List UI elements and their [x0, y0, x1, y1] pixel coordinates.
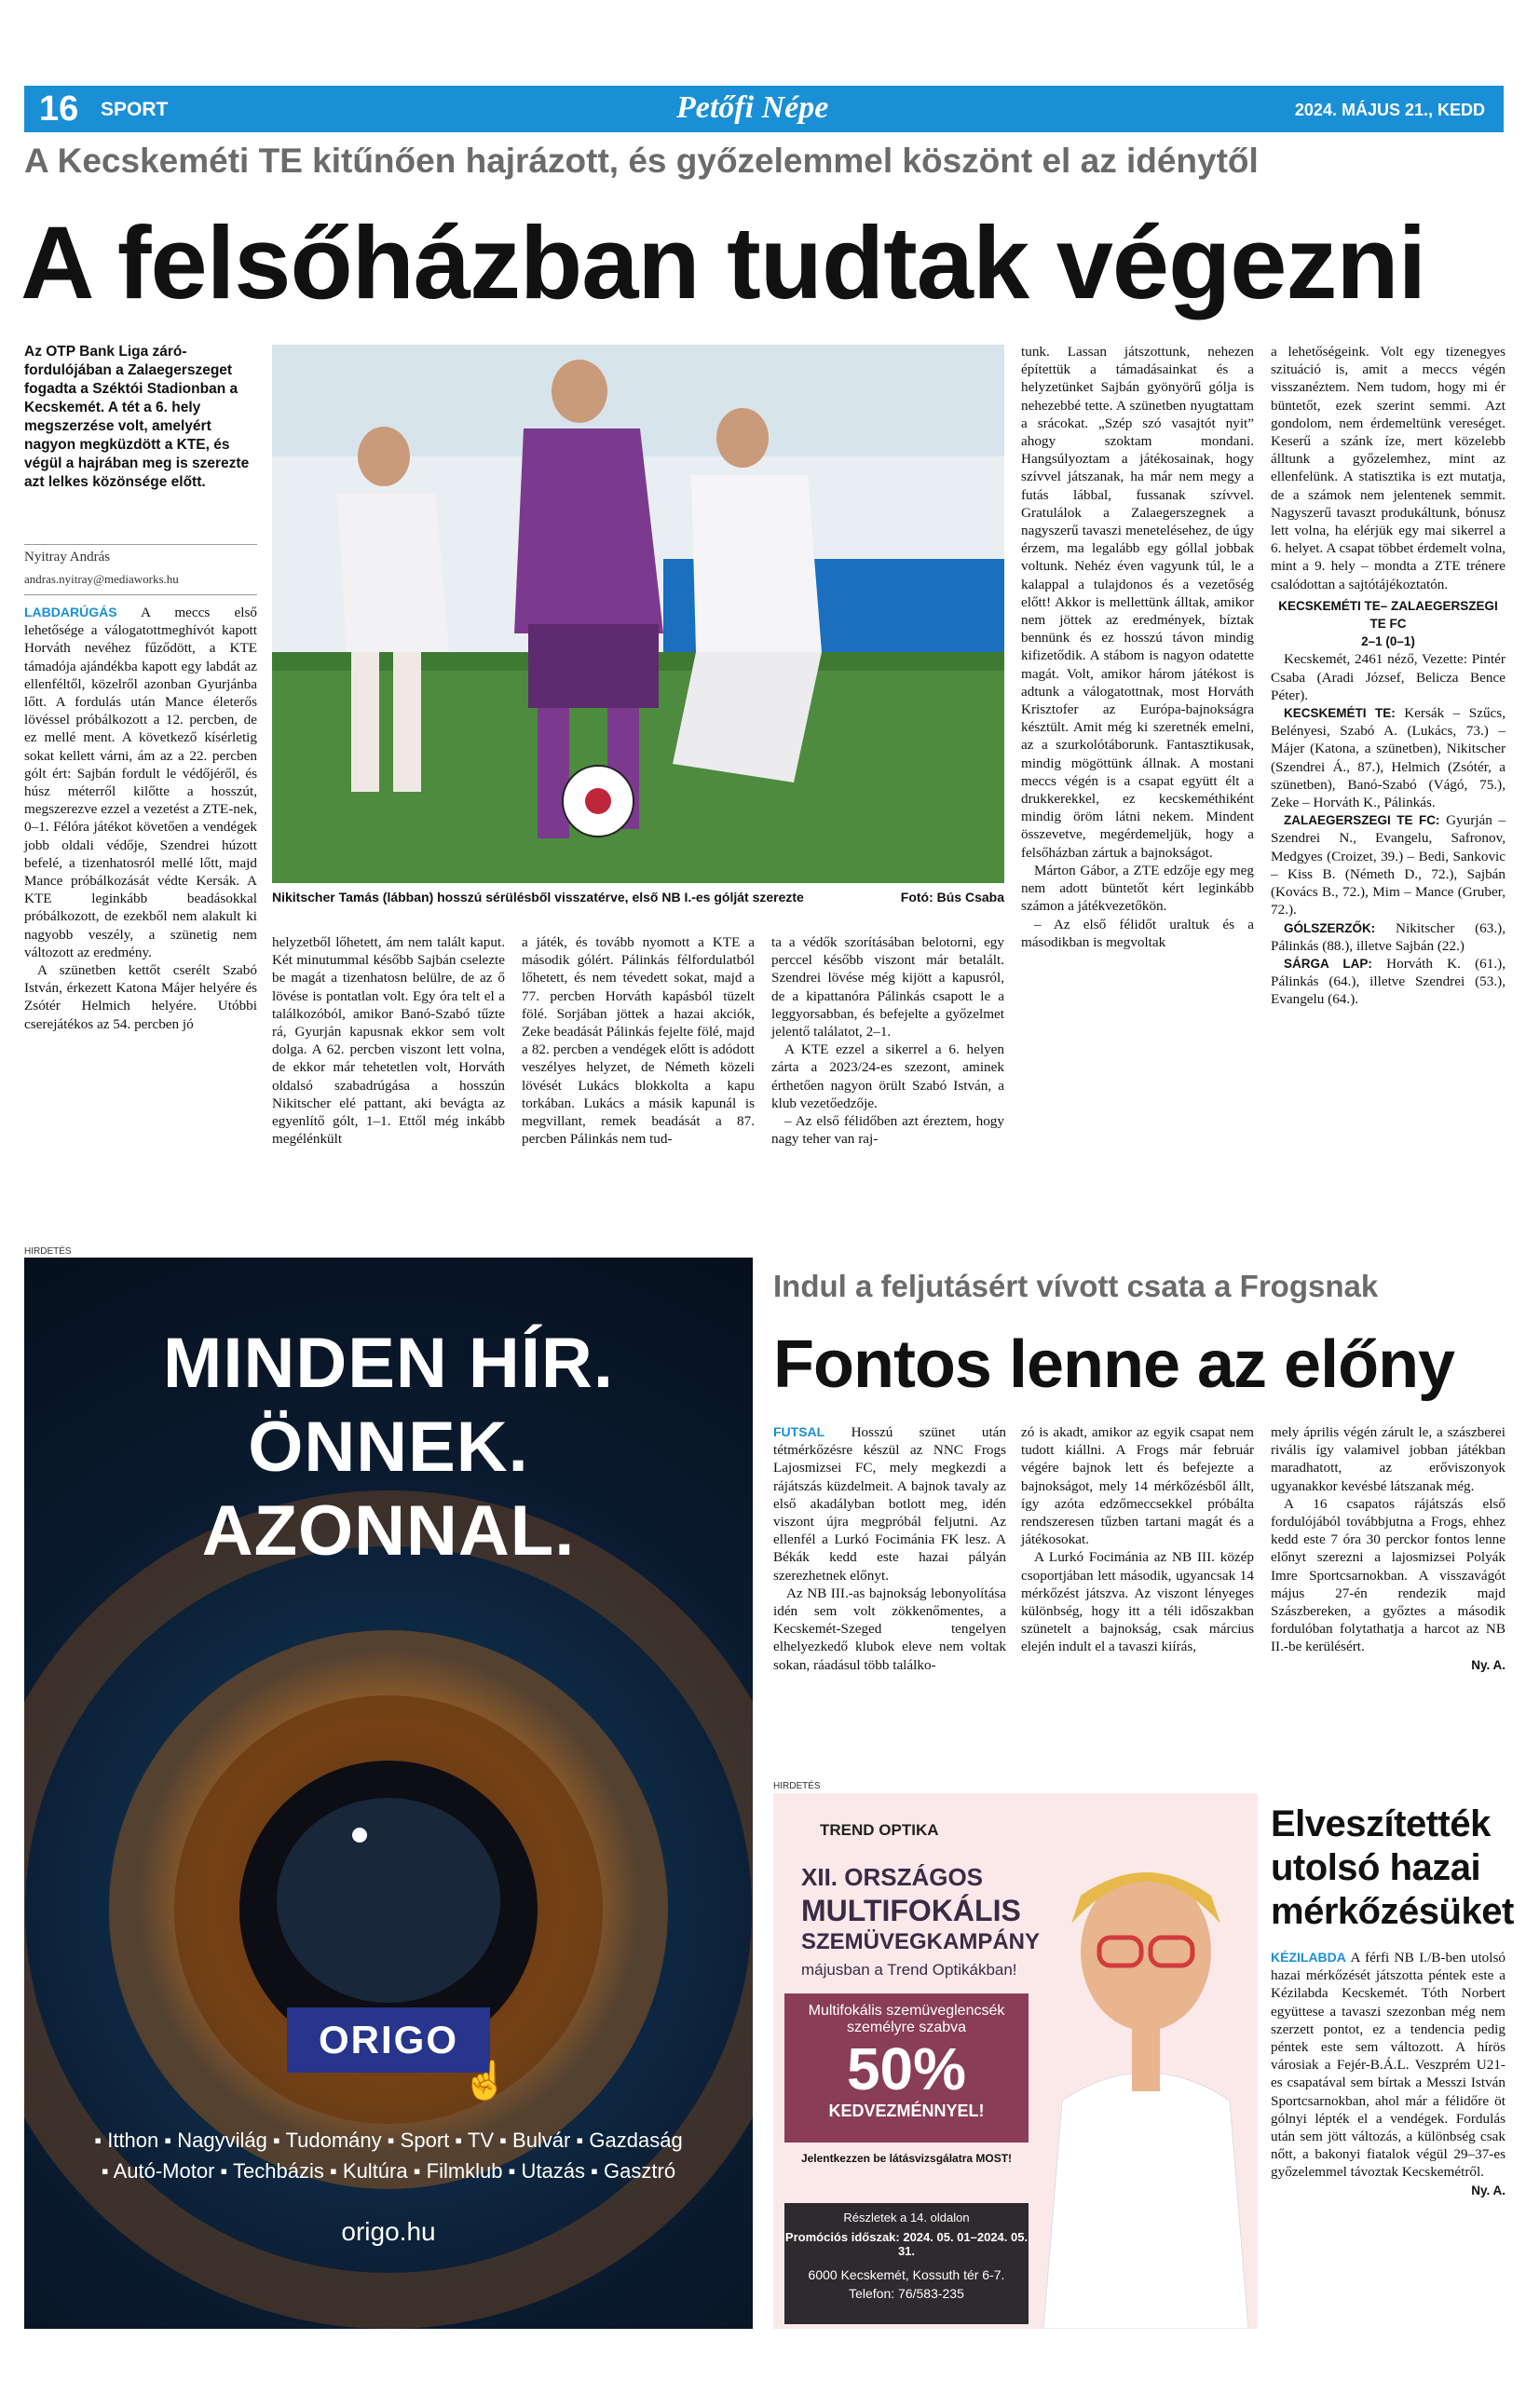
paragraph: ta a védők szorításában belotorni, egy perccel később viszont már betalált. Szendrei lövése még kijött a kapusról, de a kipattanóra Pálinkás csapott le a leggyorsabban, és befejelte a győzelmet jelentő találatot, 2–1.	[771, 934, 1004, 1041]
paragraph: A szünetben kettőt cserélt Szabó István, érkezett Katona Májer helyére és Zsótér Helmich helyére. Utóbbi cserejátékos az 54. percben jó	[24, 962, 257, 1032]
trend-line-4: májusban a Trend Optikákban!	[801, 1961, 1017, 1979]
discount-box	[784, 1993, 1029, 2143]
paragraph: a játék, és tovább nyomott a KTE a második gólért. Pálinkás félfordulatból lőhetett, és nem tévedett sokat, majd a 77. percben Horváth kapásból tüzelt fölé. Sorjában jöttek a hazai akciók, Zeke beadását Pálinkás fejelte fölé, majd a 82. percben a vendégek előtt is adódott veszélyes helyzet, de Németh közeli lövését Lukács blokkolta a kapu torkában. Lukács a másik kapunál is megvillant, remek beadását a 87. percben Pálinkás nem tud-	[522, 934, 755, 1148]
model-photo	[1043, 1840, 1248, 2329]
goals-label: GÓLSZERZŐK:	[1284, 920, 1376, 935]
home-lineup: Kersák – Szűcs, Belényesi, Szabó A. (Lukács, 73.) – Májer (Katona, a szünetben), Nikitscher (Szendrei Á., 87.), Helmich (Zsótér, a szünetben), Banó-Szabó (Vágó, 75.), Zeke – Horváth K., Pálinkás.	[1271, 705, 1506, 811]
section-tag: LABDARÚGÁS	[24, 605, 117, 619]
paragraph: Az NB III.-as bajnokság lebonyolítása idén sem volt zökkenőmentes, a Kecskemét-Szeged tengelyen elhelyezkedő klubok eleve nem voltak sokan, ráadásul több találko-	[773, 1585, 1006, 1673]
cards-label: SÁRGA LAP:	[1284, 956, 1372, 971]
store-phone: Telefon: 76/583-235	[849, 2286, 964, 2301]
match-photo	[272, 345, 1004, 883]
article3-column	[1271, 1949, 1506, 2199]
article1-column-5	[1021, 343, 1254, 951]
home-team-label: KECSKEMÉTI TE:	[1284, 706, 1396, 721]
origo-categories-2: ▪ Autó-Motor ▪ Techbázis ▪ Kultúra ▪ Filmklub ▪ Utazás ▪ Gasztró	[101, 2159, 676, 2183]
article1-lead: Az OTP Bank Liga záró-fordulójában a Zalaegerszeget fogadta a Széktói Stadionban a Kecskemét. A tét a 6. hely megszerzése volt, amelyért nagyon megküzdött a KTE, és végül a hajrában meg is szerezte azt lelkes közönsége előtt.	[24, 344, 250, 490]
away-lineup: Gyurján – Szendrei N., Evangelu, Safronov, Medgyes (Croizet, 39.) – Bedi, Sankovic – Kiss B. (Németh D., 72.), Sajbán (Kovács B., 72.), Mim – Mance (Gruber, 72.).	[1271, 812, 1506, 918]
paragraph: Márton Gábor, a ZTE edzője egy meg nem adott büntetőt kért leginkább számon a játékvezetőkön.	[1021, 862, 1254, 915]
details-text: Részletek a 14. oldalon	[843, 2211, 970, 2224]
paragraph: helyzetből lőhetett, ám nem talált kaput. Két minutummal később Sajbán cselezte be magát a tizenhatosn belülre, de az ő lövése is pontatlan volt. Egy óra telt el a találkozóból, amikor Banó-Szabó tűzte rá, Gyurján kapusnak ekkor sem volt dolga. A 62. percben viszont lett volna, de ekkor már tehetetlen volt, Horváth oldalsó szabadrúgása a hosszún Nikitscher elé pattant, aki bevágta az egyenlítő gólt, 1–1. Ettől még inkább megélénkült	[272, 934, 505, 1148]
page-number: 16	[39, 89, 79, 129]
photo-caption: Nikitscher Tamás (lábban) hosszú sérülésből visszatérve, első NB I.-es gólját szerezte	[272, 890, 804, 905]
paragraph: zó is akadt, amikor az egyik csapat nem tudott kiállni. A Frogs már február végére bajnok lett és befejezte a bajnokságot, mely 14 mérkőzésből állt, így azóta edzőmeccsekkel próbálta rendszeresen tűzben tartani magát és a játékosokat.	[1021, 1424, 1254, 1548]
ad-label: HIRDETÉS	[773, 1781, 821, 1791]
author-email[interactable]: andras.nyitray@mediaworks.hu	[24, 572, 179, 586]
article2-column-1	[773, 1423, 1006, 1674]
section-name: SPORT	[101, 99, 169, 120]
origo-categories-1: ▪ Itthon ▪ Nagyvilág ▪ Tudomány ▪ Sport ▪ TV ▪ Bulvár ▪ Gazdaság	[94, 2129, 683, 2152]
origo-headline-3: AZONNAL.	[201, 1491, 576, 1571]
photo-credit: Fotó: Bús Csaba	[900, 890, 1004, 905]
article1-column-6	[1271, 343, 1506, 1009]
article3-headline: Elveszítették utolsó hazai mérkőzésüket	[1271, 1803, 1514, 1932]
away-team-label: ZALAEGERSZEGI TE FC:	[1284, 813, 1440, 828]
origo-advertisement[interactable]	[24, 1258, 753, 2329]
signup-text: Jelentkezzen be látásvizsgálatra MOST!	[800, 2152, 1013, 2165]
origo-headline-1: MINDEN HÍR.	[163, 1324, 614, 1403]
page-header	[24, 86, 1504, 132]
trend-line-3: SZEMÜVEGKAMPÁNY	[801, 1929, 1041, 1954]
article2-signature: Ny. A.	[1471, 1657, 1506, 1672]
discount-percent: 50%	[846, 2035, 967, 2102]
article1-column-3	[522, 933, 755, 1148]
paragraph: A férfi NB I./B-ben utolsó hazai mérkőzését játszotta péntek este a Kézilabda Kecskemét. Tóth Norbert együttese a tavaszi szezonban még nem szerzett pontot, ez a tendencia pedig péntek este sem változott. A hírös városiak a Fejér-B.Á.L. Veszprém U21-es csapatával sem bírtak a Messzi István Sportcsarnokban, ahol már a félidőre öt gólnyi lépték el a vendégek. Fordulás után sem jött változás, a különbség csak nőtt, a bakonyi fiatalok végül 29–37-es győzelemmel távoztak Kecskemétről.	[1271, 1950, 1506, 2181]
article1-column-1	[24, 604, 257, 1033]
paragraph: A 16 csapatos rájátszás első fordulójából továbbjutna a Frogs, ehhez kedd este 7 óra 30 perckor fontos lenne előnyt szerezni a lajosmizsei Polyák Imre Sportcsarnokban. A visszavágót május 27-én rendezik majd Szászbereken, a győztes a második fordulóban folytathatja a harcot az NB II.-be kerülésért.	[1271, 1495, 1506, 1655]
section-tag: KÉZILABDA	[1271, 1950, 1346, 1965]
origo-url[interactable]: origo.hu	[341, 2217, 436, 2246]
trend-optika-advertisement[interactable]	[773, 1793, 1258, 2329]
article2-kicker: Indul a feljutásért vívott csata a Frogsnak	[773, 1269, 1379, 1303]
store-address: 6000 Kecskemét, Kossuth tér 6-7.	[808, 2267, 1005, 2282]
section-tag: FUTSAL	[773, 1424, 825, 1439]
article2-column-2	[1021, 1423, 1254, 1656]
goal-scorers: Nikitscher (63.), Pálinkás (88.), illetve Sajbán (22.)	[1271, 919, 1506, 954]
paragraph: tunk. Lassan játszottunk, nehezen építettük a támadásainkat és a helyzetünket Sajbán gyönyörű gólja is nehezebbé tette. A szünetben nyugtattam a srácokat. „Szép szó vasajtót nyit” ahogy szoktam mondani. Hangsúlyoztam a játékosainak, hogy szívvel játszanak, ha már nem megy a futás lábbal, fussanak szívvel. Gratulálok a Zalaegerszegnek a nagyszerű tavaszi menetelésehez, de úgy érzem, ma legalább egy góllal jobbak voltunk. Nehéz éven vagyunk túl, le a kalappal a tulajdonos és a vezetőség előtt! Akkor is mellettünk álltak, amikor nem jöttek az eredmények, bíztak bennünk és ez hosszú távon mindig kifizetődik. A stábom is nagyon odatette magát. Volt, amikor három játékost is adtunk a válogatottnak, most Horváth Krisztofer az Európa-bajnokságra késztült. Amit még ki szeretnék emelni, az a szurkolótáborunk. Fantasztikusak, mindig mögöttünk állnak. A mostani meccs végén is a csapat együtt élt a drukkerekkel, ez kecskeméthiként mindig öröm látni nekem. Mindent összevetve, megérdemeljük, hogy a felsőházban zártuk a bajnokságot.	[1021, 344, 1254, 861]
article3-signature: Ny. A.	[1471, 2183, 1506, 2197]
article1-column-2	[272, 933, 505, 1148]
paragraph: A meccs első lehetősége a válogatottmeghívót kapott Horváth nevéhez fűződött, a KTE támadója ajándékba kapott egy labdát az ellenféltől, közelről azonban Gyurjánba lőtt. A fordulás után Mance életerős lövéssel próbálkozott a 12. percben, de ez mellé ment. A következő kísérletig sokat kellett várni, ám az a 22. percben gólt ért: Sajbán fordult le védőjéről, és húsz méterről kilőtte a hosszút, megszerezve ezzel a vezetést a ZTE-nek, 0–1. Félóra játékot követően a vendégek jobb oldali védője, Szendrei húzott befelé, a tizenhatosról mellé lőtt, majd Mance próbálkozását védte Kersák. A KTE leginkább beadásokkal próbálkozott, de ezekből nem alakult ki nagyobb veszély, a szünetig nem változott az eredmény.	[24, 605, 257, 960]
ad-footer	[784, 2203, 1029, 2324]
article1-column-4	[771, 933, 1004, 1148]
article2-column-3	[1271, 1423, 1506, 1674]
author-name: Nyitray András	[24, 550, 111, 565]
paragraph: Hosszú szünet után tétmérkőzésre készül az NNC Frogs Lajosmizsei FC, mely megkezdi a rájátszás küzdelmeit. A bajnok tavaly az első akadályban botlott meg, idén viszont újra megpróbál feljutni. Az ellenfél a Lurkó Focimánia FK lesz. A Békák kedd este hazai pályán szerezhetnek előnyt.	[773, 1424, 1006, 1584]
discount-label: KEDVEZMÉNNYEL!	[828, 2102, 985, 2120]
paragraph: a lehetőségeink. Volt egy tizenegyes szituáció is, amit a meccs végén visszanéztem. Nem tudom, hogy mi ér büntetőt, ezek szerint semmi. Azt gondolom, nem érdemeltünk vereséget. Keserű a szánk íze, mert közelebb álltunk a győzelemhez, mint az ellenfelünk. A statisztika is ezt mutatja, de a számok nem jelentenek semmit. Nagyszerű tavaszt produkáltunk, bónusz lett volna, ha elérjük egy mai sikerrel a 6. helyet. A csapat többet érdemelt volna, mint a 9. hely – mondta a ZTE trénere csalódottan a sajtótájékoztatón.	[1271, 344, 1506, 592]
yellow-cards: Horváth K. (61.), Pálinkás (64.), illetve Szendrei (53.), Evangelu (64.).	[1271, 955, 1506, 1008]
ad-label: HIRDETÉS	[24, 1246, 72, 1257]
origo-headline-2: ÖNNEK.	[248, 1408, 529, 1487]
paragraph: mely április végén zárult le, a szászberei rivális így valamivel jobban játékban maradhatott, az erőviszonyok ugyanakkor kevésbé látszanak még.	[1271, 1424, 1506, 1494]
issue-date: 2024. MÁJUS 21., KEDD	[1294, 101, 1485, 119]
paragraph: – Az első félidőt uraltuk és a másodikban is megvoltak	[1021, 916, 1254, 950]
article1-headline: A felsőházban tudtak végezni	[20, 206, 1426, 320]
cursor-hand-icon: ☝	[462, 2060, 509, 2102]
paragraph: – Az első félidőben azt éreztem, hogy nagy teher van raj-	[771, 1113, 1004, 1148]
divider	[24, 594, 257, 595]
trend-line-1: XII. ORSZÁGOS	[801, 1863, 984, 1891]
trend-line-2: MULTIFOKÁLIS	[801, 1894, 1021, 1927]
article2-headline: Fontos lenne az előny	[773, 1327, 1455, 1402]
article1-kicker: A Kecskeméti TE kitűnően hajrázott, és győzelemmel köszönt el az idénytől	[24, 142, 1259, 180]
paper-logo: Petőfi Népe	[676, 90, 829, 125]
promo-period: Promóciós időszak: 2024. 05. 01–2024. 05. 31.	[784, 2230, 1029, 2258]
result-box-title: KECSKEMÉTI TE– ZALAEGERSZEGI TE FC	[1278, 598, 1498, 632]
divider	[24, 544, 257, 545]
paragraph: A Lurkó Focimánia az NB III. közép csoportjában lett második, ugyancsak 14 mérkőzést játszva. Az viszont lényeges különbség, hogy itt a téli időszakban szünetelt a bajnokság, csak március elején indult el a tavaszi kiírás,	[1021, 1549, 1254, 1655]
result-box-score: 2–1 (0–1)	[1361, 634, 1415, 649]
discount-text: Multifokális szemüveglencsék személyre szabva	[808, 2003, 1005, 2035]
paragraph: A KTE ezzel a sikerrel a 6. helyen zárta a 2023/24-es szezont, aminek érthetően nagyon örült Szabó István, a klub vezetőedzője.	[771, 1041, 1004, 1111]
trend-optika-logo: TREND OPTIKA	[820, 1821, 939, 1839]
origo-logo[interactable]: ORIGO	[287, 2007, 490, 2073]
result-venue: Kecskemét, 2461 néző, Vezette: Pintér Csaba (Aradi József, Belicza Bence Péter).	[1271, 651, 1506, 703]
